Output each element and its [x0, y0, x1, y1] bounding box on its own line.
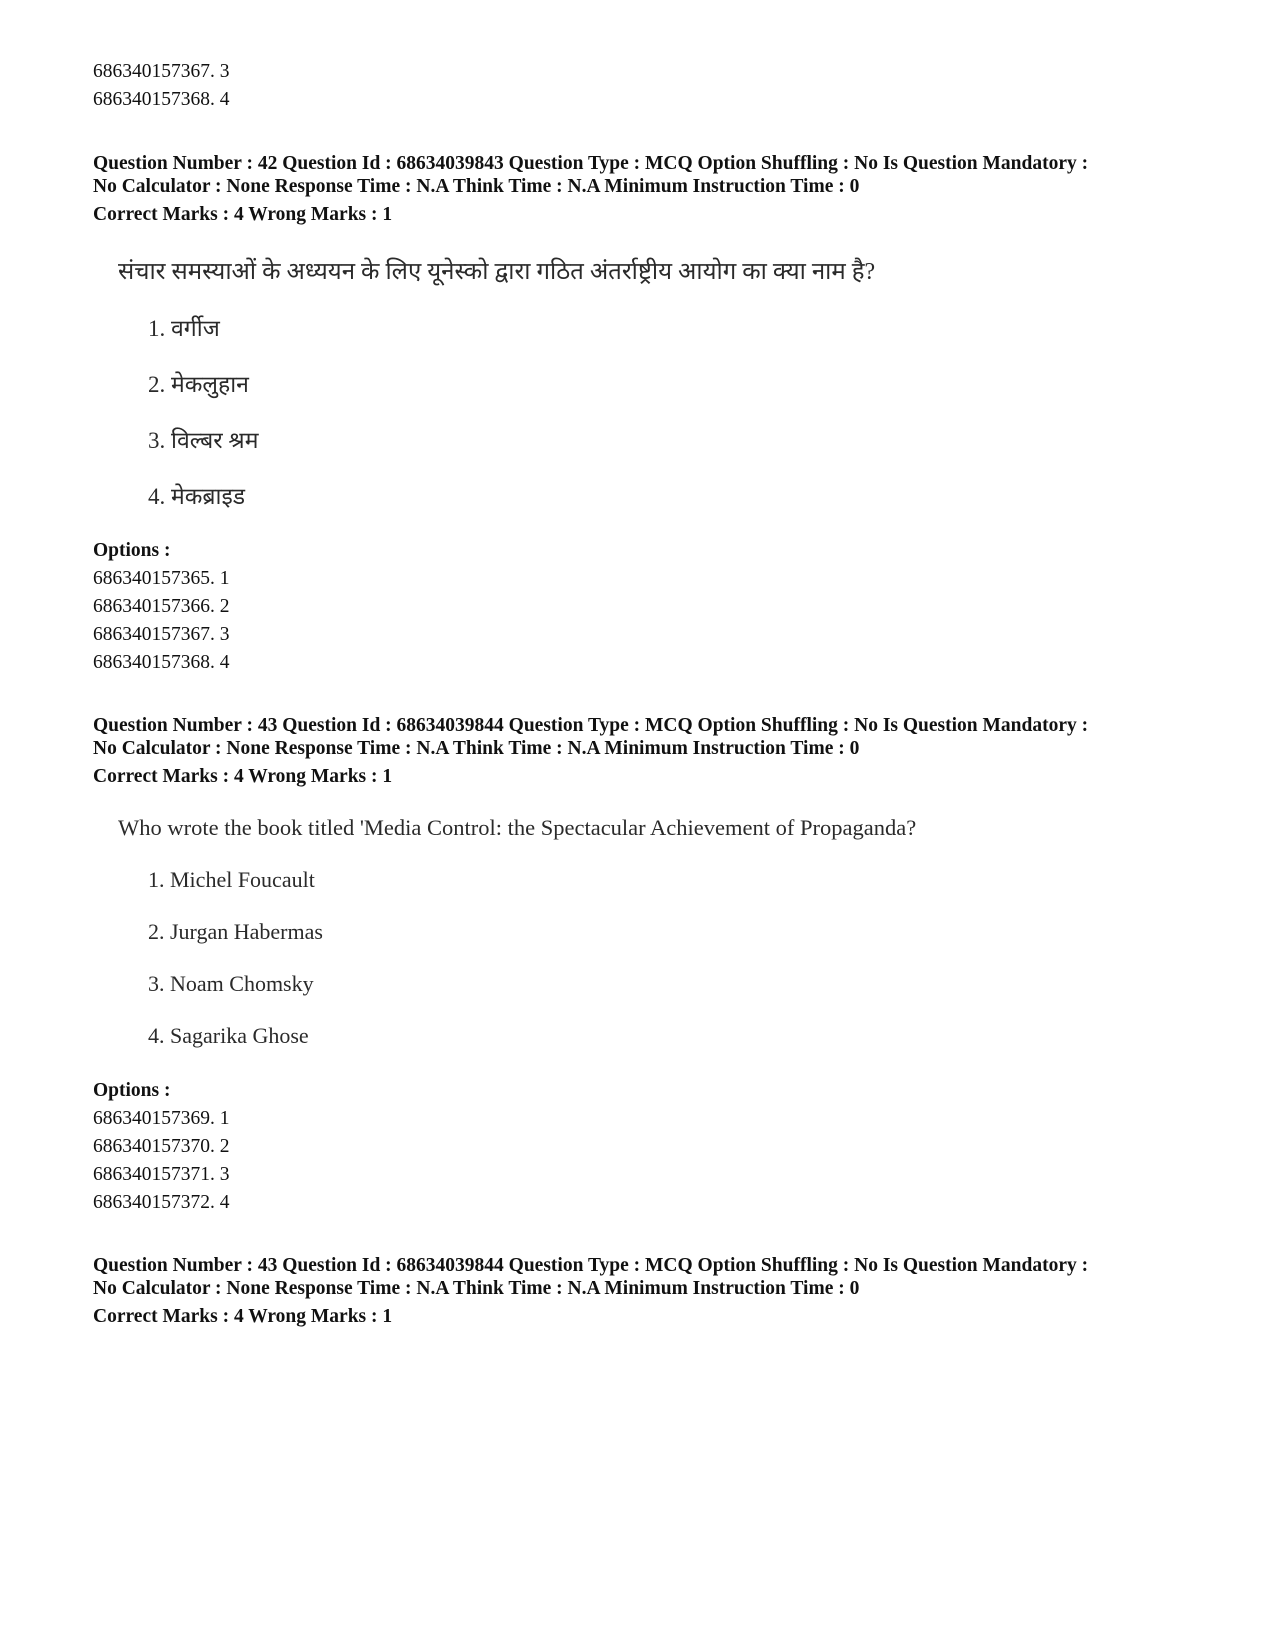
question-header-line1: Question Number : 43 Question Id : 68634039844 Question Type : MCQ Option Shuffling : No Is Question Mandatory :: [93, 1255, 1089, 1276]
question-text: Who wrote the book titled 'Media Control: the Spectacular Achievement of Propaganda?: [118, 815, 917, 840]
question-header-line2: No Calculator : None Response Time : N.A Think Time : N.A Minimum Instruction Time : 0: [93, 1278, 860, 1299]
option-line: 686340157367. 3: [93, 624, 230, 645]
option-line: 686340157369. 1: [93, 1108, 230, 1129]
option-line: 686340157370. 2: [93, 1136, 230, 1157]
option-line: 686340157368. 4: [93, 89, 230, 110]
question-header-line1: Question Number : 42 Question Id : 68634039843 Question Type : MCQ Option Shuffling : No Is Question Mandatory :: [93, 153, 1089, 174]
question-marks: Correct Marks : 4 Wrong Marks : 1: [93, 204, 393, 225]
question-text: संचार समस्याओं के अध्ययन के लिए यूनेस्को द्वारा गठित अंतर्राष्ट्रीय आयोग का क्या नाम है?: [118, 259, 876, 285]
question-marks: Correct Marks : 4 Wrong Marks : 1: [93, 1306, 393, 1327]
answer-choice: 1. वर्गीज: [148, 316, 220, 341]
answer-choice: 4. Sagarika Ghose: [148, 1023, 309, 1048]
answer-choice: 1. Michel Foucault: [148, 867, 315, 892]
options-label: Options :: [93, 1080, 171, 1101]
option-line: 686340157371. 3: [93, 1164, 230, 1185]
answer-choice: 2. Jurgan Habermas: [148, 919, 323, 944]
answer-choice: 4. मेकब्राइड: [148, 484, 246, 509]
option-line: 686340157368. 4: [93, 652, 230, 673]
answer-choice: 3. विल्बर श्रम: [148, 428, 259, 453]
question-marks: Correct Marks : 4 Wrong Marks : 1: [93, 766, 393, 787]
option-line: 686340157372. 4: [93, 1192, 230, 1213]
answer-choice: 2. मेकलुहान: [148, 372, 249, 397]
question-header-line2: No Calculator : None Response Time : N.A Think Time : N.A Minimum Instruction Time : 0: [93, 738, 860, 759]
options-label: Options :: [93, 540, 171, 561]
option-line: 686340157367. 3: [93, 61, 230, 82]
option-line: 686340157365. 1: [93, 568, 230, 589]
option-line: 686340157366. 2: [93, 596, 230, 617]
question-header-line1: Question Number : 43 Question Id : 68634039844 Question Type : MCQ Option Shuffling : No Is Question Mandatory :: [93, 715, 1089, 736]
question-header-line2: No Calculator : None Response Time : N.A Think Time : N.A Minimum Instruction Time : 0: [93, 176, 860, 197]
answer-choice: 3. Noam Chomsky: [148, 971, 314, 996]
